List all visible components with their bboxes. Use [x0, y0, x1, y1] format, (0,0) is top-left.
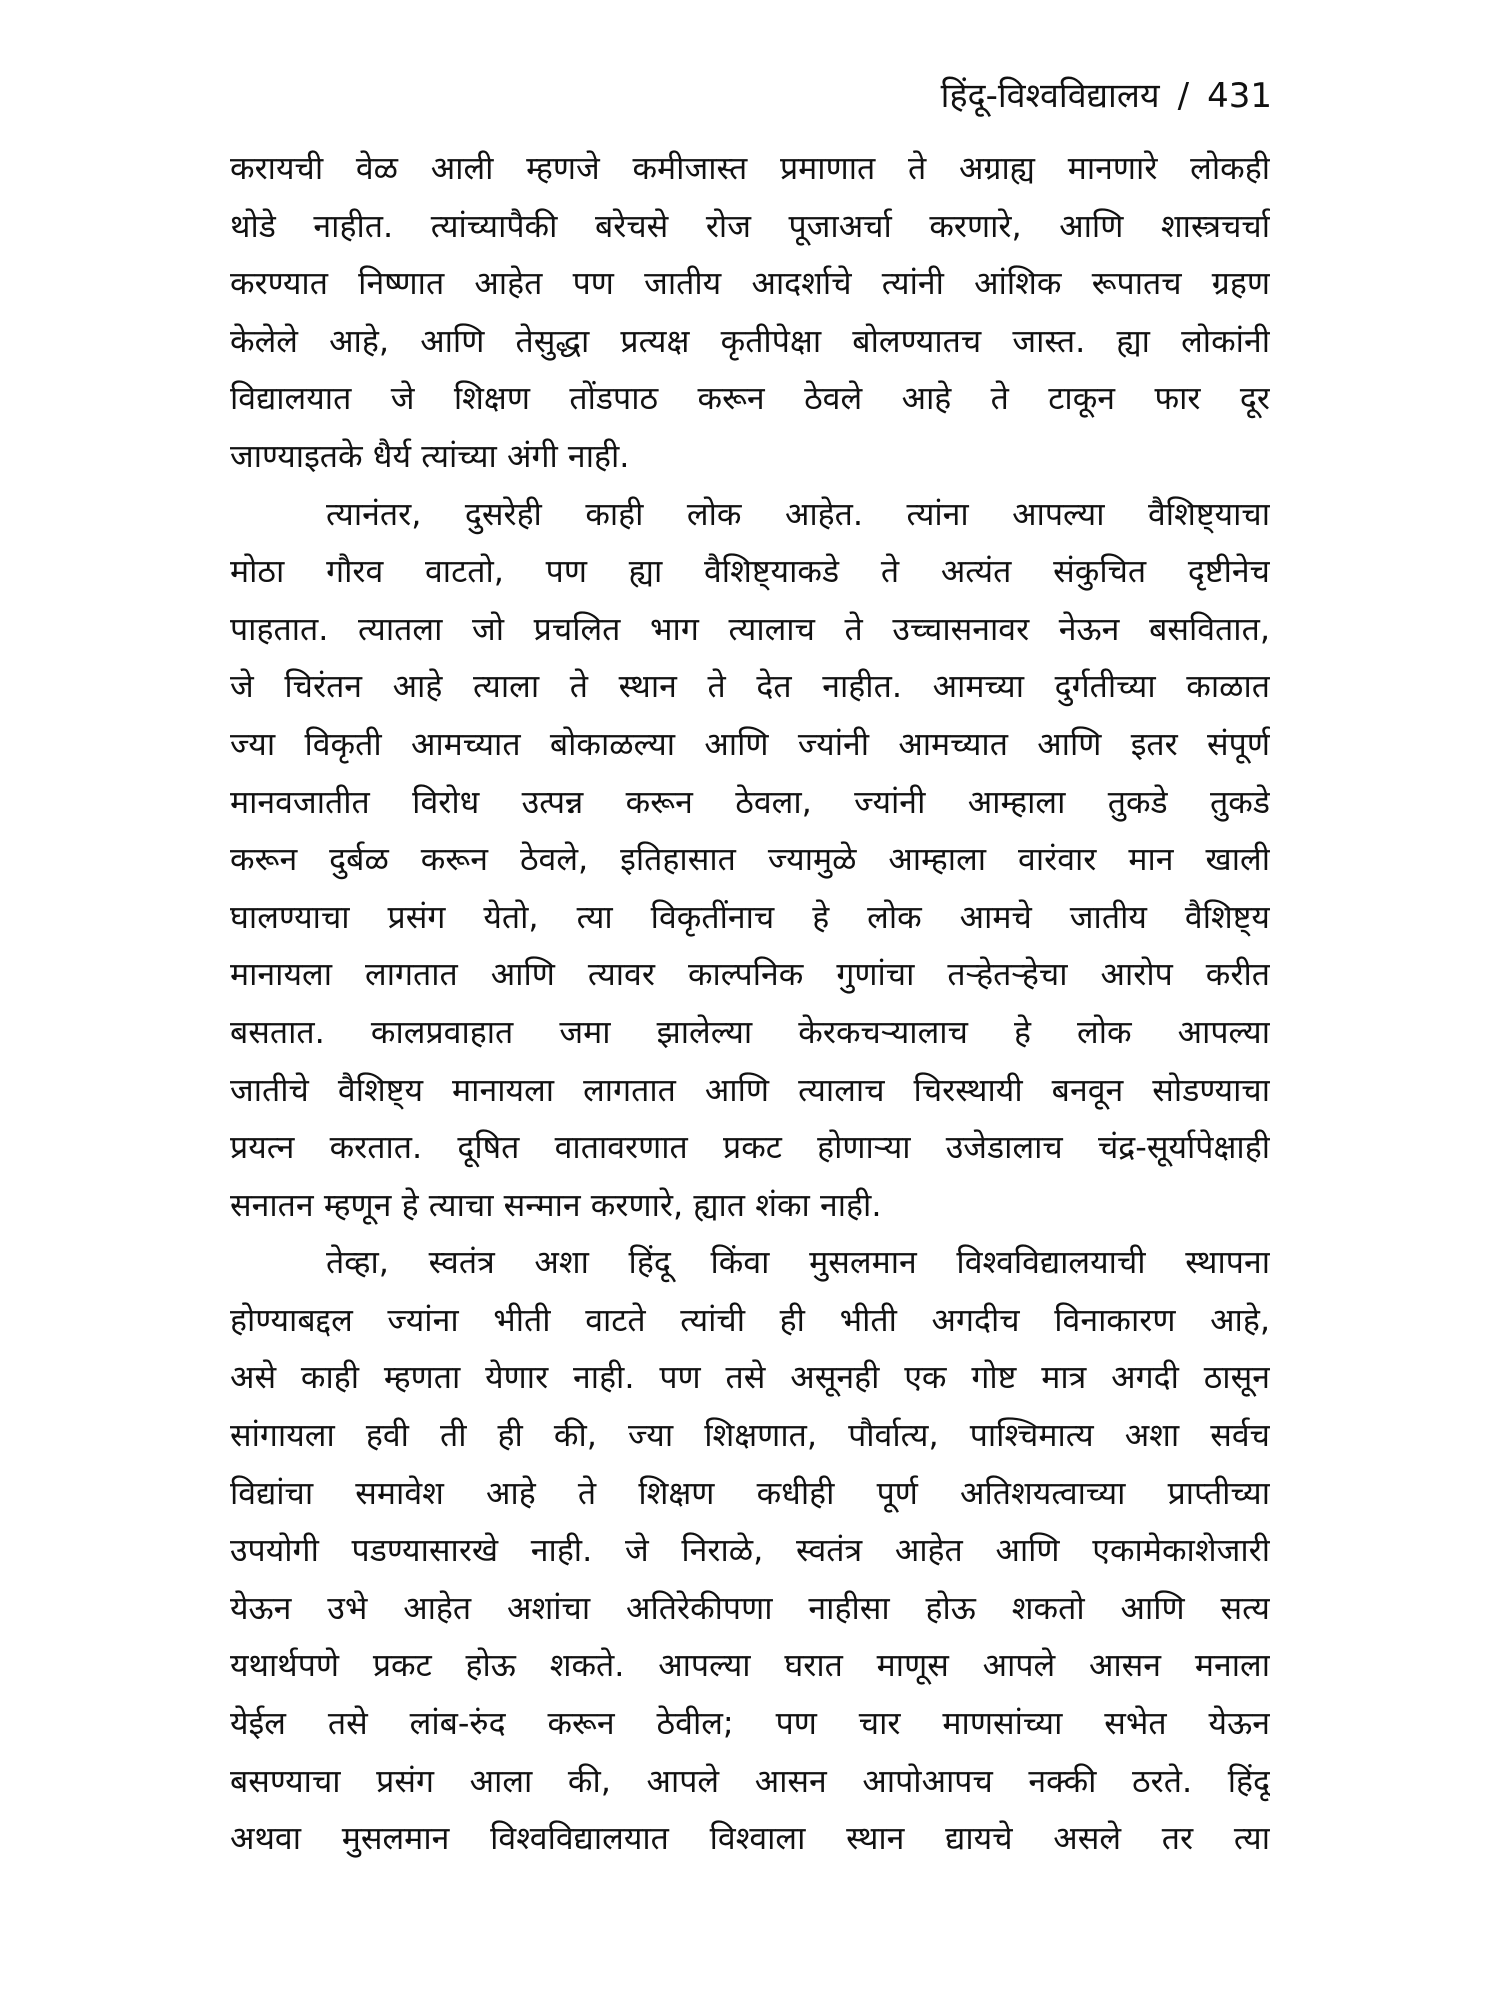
text-line: सांगायला हवी ती ही की, ज्या शिक्षणात, पौर्वात्य, पाश्चिमात्य अशा सर्वच — [230, 1416, 1270, 1455]
text-line: करून दुर्बळ करून ठेवले, इतिहासात ज्यामुळे आम्हाला वारंवार मान खाली — [230, 840, 1270, 879]
text-line: अथवा मुसलमान विश्वविद्यालयात विश्वाला स्थान द्यायचे असले तर त्या — [230, 1819, 1270, 1858]
text-line: सनातन म्हणून हे त्याचा सन्मान करणारे, ह्यात शंका नाही. — [230, 1185, 882, 1224]
text-line: मानवजातीत विरोध उत्पन्न करून ठेवला, ज्यांनी आम्हाला तुकडे तुकडे — [230, 782, 1270, 821]
text-line: विद्यालयात जे शिक्षण तोंडपाठ करून ठेवले आहे ते टाकून फार दूर — [230, 379, 1270, 418]
text-line: घालण्याचा प्रसंग येतो, त्या विकृतींनाच हे लोक आमचे जातीय वैशिष्ट्य — [230, 897, 1270, 936]
text-line: ज्या विकृती आमच्यात बोकाळल्या आणि ज्यांनी आमच्यात आणि इतर संपूर्ण — [230, 724, 1270, 763]
text-line: करण्यात निष्णात आहेत पण जातीय आदर्शाचे त्यांनी आंशिक रूपातच ग्रहण — [230, 264, 1270, 303]
text-line: येईल तसे लांब-रुंद करून ठेवील; पण चार माणसांच्या सभेत येऊन — [230, 1704, 1270, 1743]
text-line: थोडे नाहीत. त्यांच्यापैकी बरेचसे रोज पूजाअर्चा करणारे, आणि शास्त्रचर्चा — [230, 206, 1270, 245]
text-line: प्रयत्न करतात. दूषित वातावरणात प्रकट होणाऱ्या उजेडालाच चंद्र-सूर्यापेक्षाही — [230, 1128, 1270, 1167]
text-line: जाण्याइतके धैर्य त्यांच्या अंगी नाही. — [230, 436, 630, 475]
text-line: येऊन उभे आहेत अशांचा अतिरेकीपणा नाहीसा होऊ शकतो आणि सत्य — [230, 1588, 1270, 1627]
page-number: 431 — [1207, 76, 1272, 116]
text-line: जे चिरंतन आहे त्याला ते स्थान ते देत नाहीत. आमच्या दुर्गतीच्या काळात — [230, 667, 1270, 706]
running-title: हिंदू-विश्वविद्यालय — [940, 76, 1160, 116]
body-text — [230, 140, 1270, 1868]
paragraph-start-line: तेव्हा, स्वतंत्र अशा हिंदू किंवा मुसलमान विश्वविद्यालयाची स्थापना — [326, 1243, 1270, 1282]
text-line: पाहतात. त्यातला जो प्रचलित भाग त्यालाच ते उच्चासनावर नेऊन बसवितात, — [230, 609, 1270, 648]
paragraph-start-line: त्यानंतर, दुसरेही काही लोक आहेत. त्यांना आपल्या वैशिष्ट्याचा — [326, 494, 1270, 533]
text-line: मोठा गौरव वाटतो, पण ह्या वैशिष्ट्याकडे ते अत्यंत संकुचित दृष्टीनेच — [230, 552, 1270, 591]
text-line: बसतात. कालप्रवाहात जमा झालेल्या केरकचऱ्यालाच हे लोक आपल्या — [230, 1012, 1270, 1051]
text-line: होण्याबद्दल ज्यांना भीती वाटते त्यांची ही भीती अगदीच विनाकारण आहे, — [230, 1300, 1270, 1339]
text-line: बसण्याचा प्रसंग आला की, आपले आसन आपोआपच नक्की ठरते. हिंदू — [230, 1761, 1270, 1800]
text-line: मानायला लागतात आणि त्यावर काल्पनिक गुणांचा तऱ्हेतऱ्हेचा आरोप करीत — [230, 955, 1270, 994]
text-line: यथार्थपणे प्रकट होऊ शकते. आपल्या घरात माणूस आपले आसन मनाला — [230, 1646, 1270, 1685]
text-line: जातीचे वैशिष्ट्य मानायला लागतात आणि त्यालाच चिरस्थायी बनवून सोडण्याचा — [230, 1070, 1270, 1109]
text-line: करायची वेळ आली म्हणजे कमीजास्त प्रमाणात ते अग्राह्य मानणारे लोकही — [230, 149, 1270, 187]
text-line: असे काही म्हणता येणार नाही. पण तसे असूनही एक गोष्ट मात्र अगदी ठासून — [230, 1358, 1270, 1397]
header-separator: / — [1177, 76, 1190, 116]
text-line: उपयोगी पडण्यासारखे नाही. जे निराळे, स्वतंत्र आहेत आणि एकामेकाशेजारी — [230, 1531, 1270, 1570]
running-head — [941, 76, 1272, 116]
text-line: विद्यांचा समावेश आहे ते शिक्षण कधीही पूर्ण अतिशयत्वाच्या प्राप्तीच्या — [230, 1473, 1270, 1512]
text-line: केलेले आहे, आणि तेसुद्धा प्रत्यक्ष कृतीपेक्षा बोलण्यातच जास्त. ह्या लोकांनी — [230, 321, 1270, 360]
